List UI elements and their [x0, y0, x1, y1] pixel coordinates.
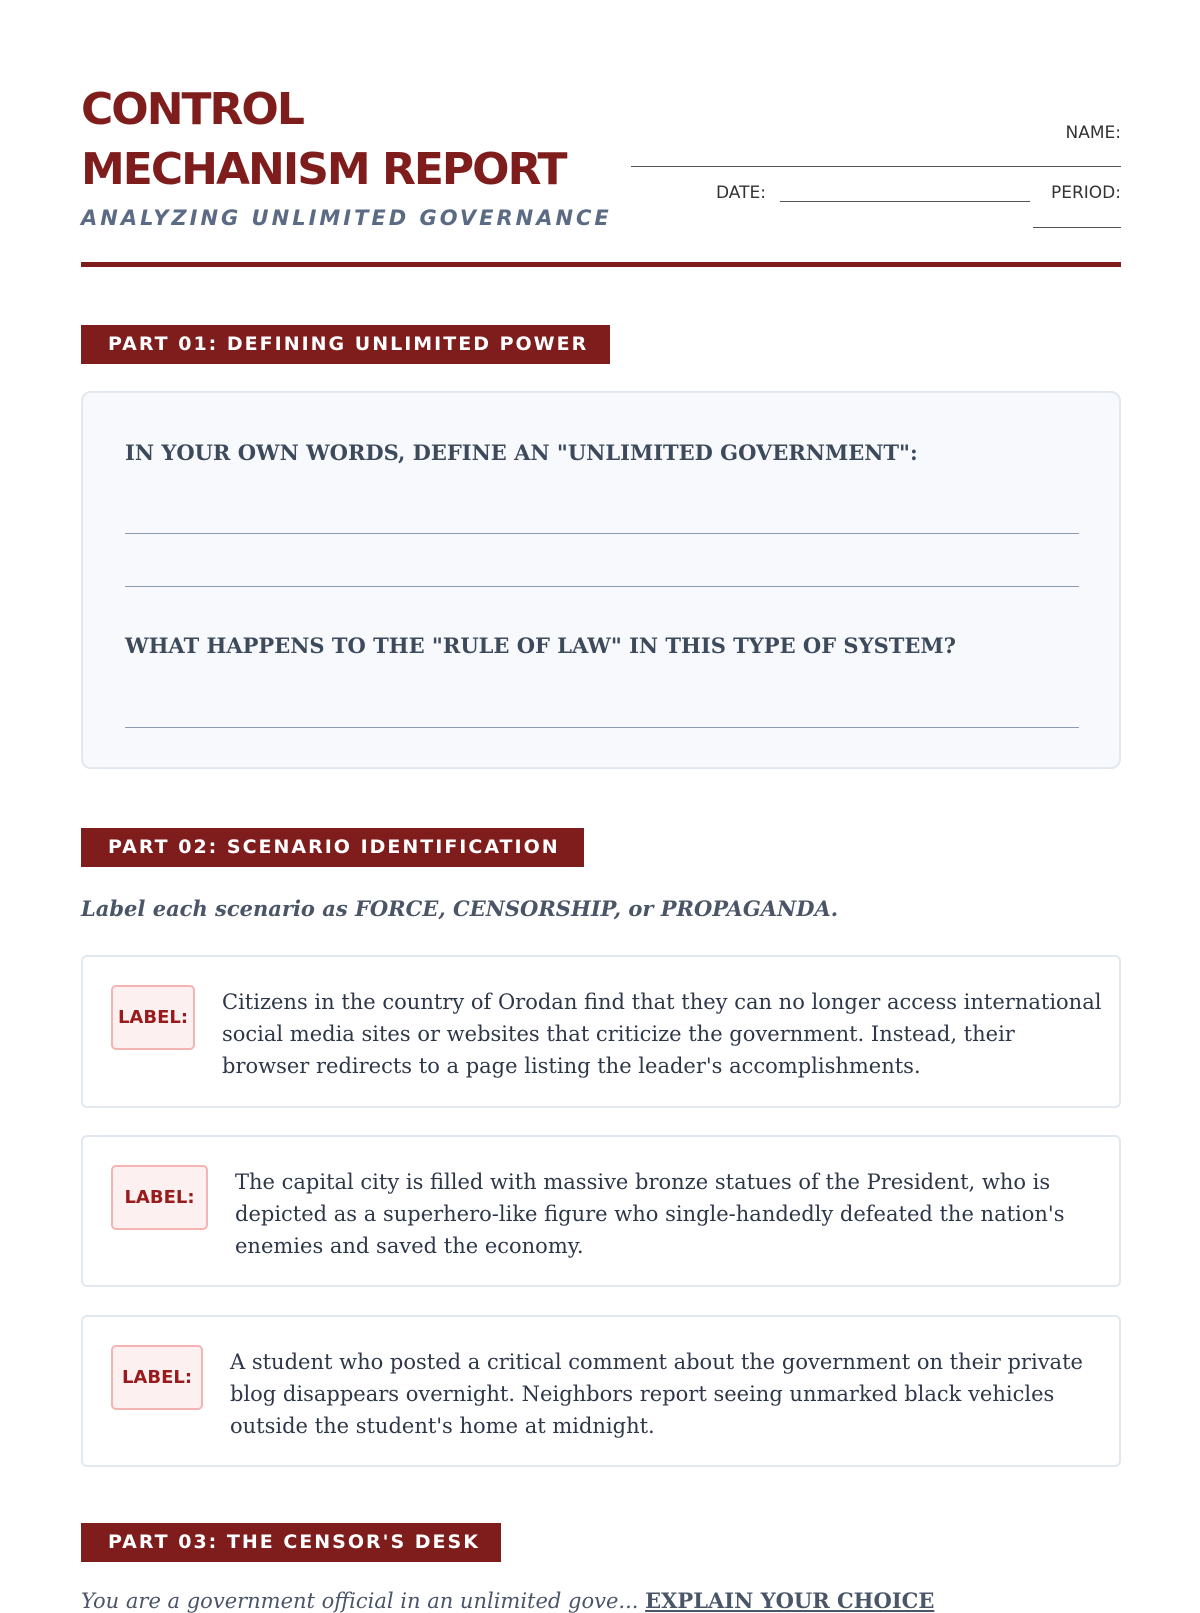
part2-heading: PART 02: SCENARIO IDENTIFICATION: [81, 828, 584, 867]
scenario-text: The capital city is filled with massive bronze statues of the President, who is depicted as a superhero-like figure who single-handedly defeated the nation's enemies and saved the economy.: [235, 1170, 1065, 1258]
title-line-1: CONTROL: [81, 84, 303, 135]
period-field[interactable]: [1033, 227, 1121, 228]
question-2: WHAT HAPPENS TO THE "RULE OF LAW" IN THIS TYPE OF SYSTEM?: [125, 633, 956, 658]
header-divider: [81, 262, 1121, 267]
question-1: IN YOUR OWN WORDS, DEFINE AN "UNLIMITED GOVERNMENT":: [125, 440, 918, 465]
date-label: DATE:: [716, 183, 766, 203]
answer-line-3[interactable]: [125, 727, 1079, 728]
subtitle: ANALYZING UNLIMITED GOVERNANCE: [81, 206, 612, 230]
part3-intro-text: You are a government official in an unlimited gove...: [81, 1589, 639, 1613]
answer-line-1[interactable]: [125, 533, 1079, 534]
answer-line-2[interactable]: [125, 586, 1079, 587]
scenario-card: [81, 955, 1121, 1108]
period-label: PERIOD:: [1050, 183, 1121, 203]
part1-heading: PART 01: DEFINING UNLIMITED POWER: [81, 325, 610, 364]
name-label: NAME:: [1065, 123, 1121, 143]
part3-intro-emphasis: EXPLAIN YOUR CHOICE: [645, 1588, 935, 1613]
date-field[interactable]: [780, 201, 1030, 202]
part2-instructions: Label each scenario as FORCE, CENSORSHIP, or PROPAGANDA.: [81, 896, 839, 921]
title-line-2: MECHANISM REPORT: [81, 144, 566, 195]
part3-heading: PART 03: THE CENSOR'S DESK: [81, 1523, 501, 1562]
scenario-card: [81, 1315, 1121, 1467]
scenario-text: A student who posted a critical comment about the government on their private blog disappears overnight. Neighbors report seeing unmarked black vehicles outside the student's home at midnight.: [230, 1350, 1083, 1438]
label-field[interactable]: LABEL:: [111, 1165, 208, 1230]
scenario-card: [81, 1135, 1121, 1287]
label-field[interactable]: LABEL:: [111, 1345, 203, 1410]
scenario-text: Citizens in the country of Orodan find that they can no longer access international social media sites or websites that criticize the government. Instead, their browser redirects to a page listing the leader's accomplishments.: [222, 990, 1102, 1078]
label-field[interactable]: LABEL:: [111, 985, 195, 1050]
name-field[interactable]: [631, 166, 1121, 167]
part3-intro: [81, 1588, 934, 1613]
definition-box: [81, 391, 1121, 769]
